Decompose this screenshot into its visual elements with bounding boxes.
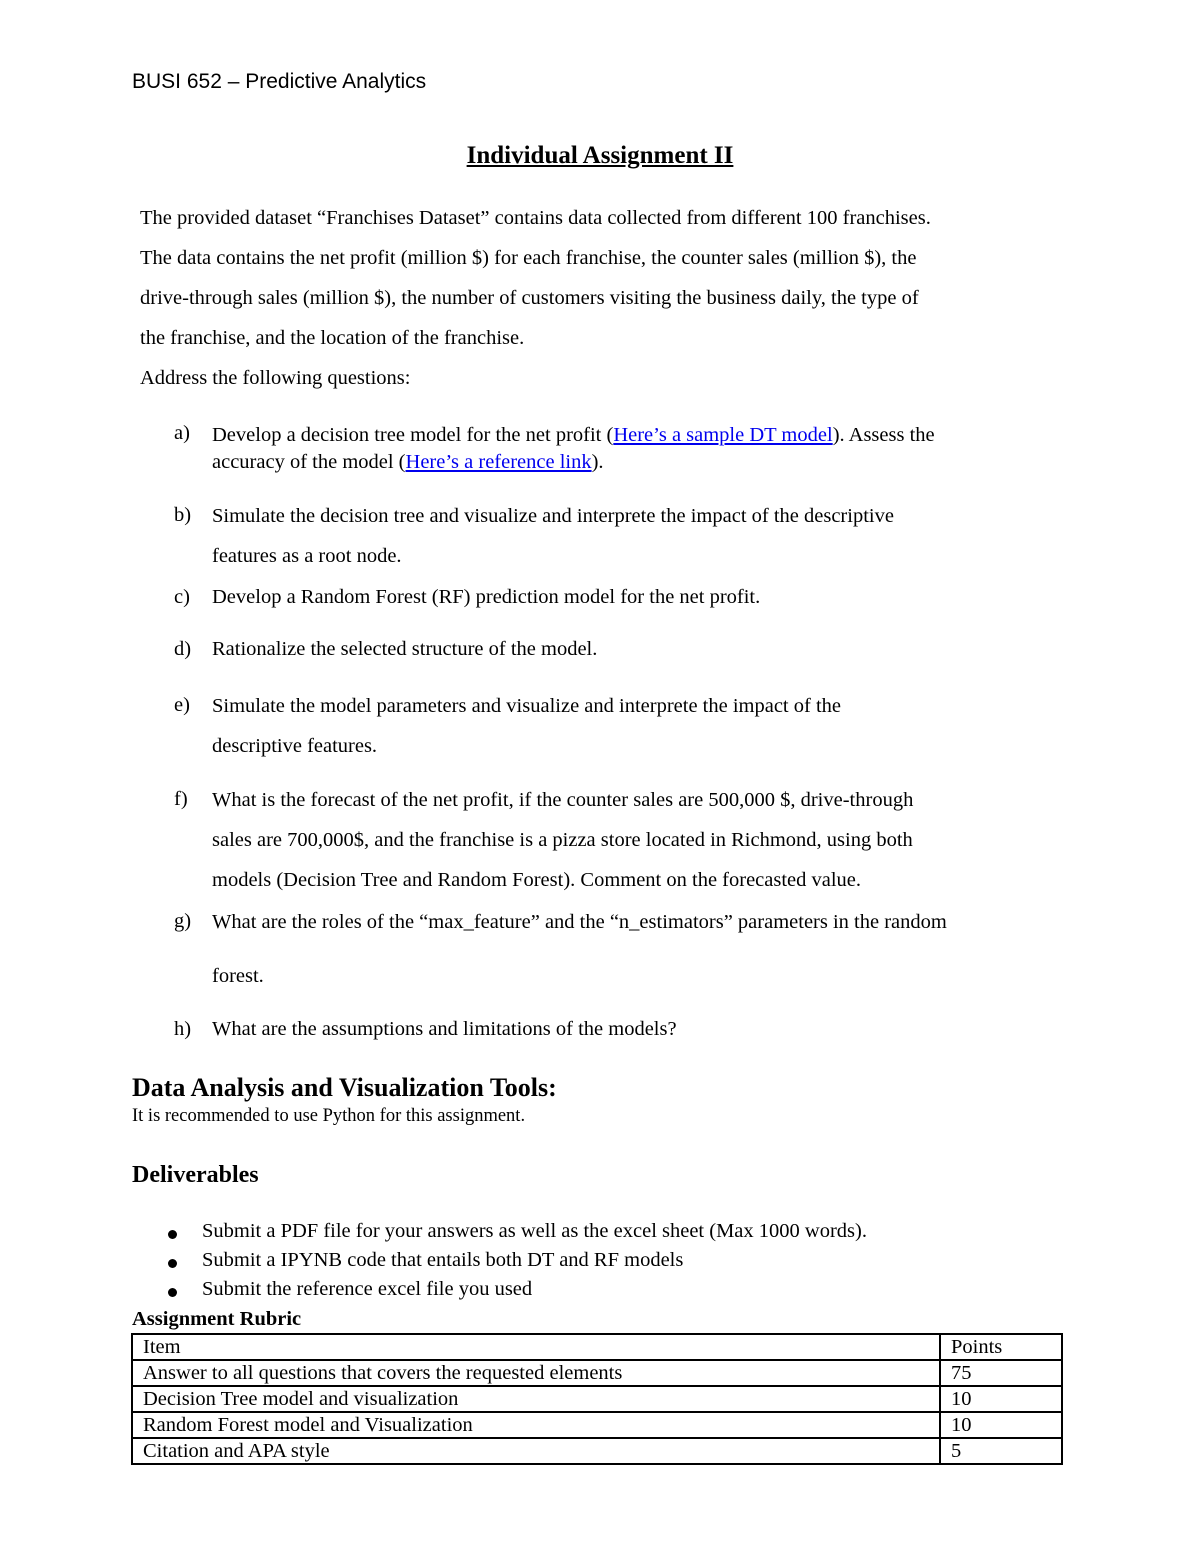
table-cell: 10 [940, 1412, 1062, 1438]
table-cell: Citation and APA style [132, 1438, 940, 1464]
question-letter: b) [174, 504, 192, 526]
question-line: Simulate the model parameters and visualize and interprete the impact of the [212, 695, 842, 717]
question-letter: f) [174, 788, 188, 810]
rubric-table [131, 1333, 1063, 1465]
page-title [0, 142, 1200, 170]
table-cell: Answer to all questions that covers the requested elements [132, 1360, 940, 1386]
question-letter: c) [174, 586, 190, 608]
bullet-icon [168, 1259, 177, 1268]
question-text [212, 422, 1062, 476]
intro-paragraph [140, 198, 1080, 398]
table-header-cell: Points [940, 1334, 1062, 1360]
question-text [212, 1018, 1062, 1041]
table-row [132, 1360, 1062, 1386]
question-line: Simulate the decision tree and visualize and interprete the impact of the descriptive [212, 505, 894, 527]
question-text [212, 638, 1062, 661]
table-cell: Random Forest model and Visualization [132, 1412, 940, 1438]
table-cell: Decision Tree model and visualization [132, 1386, 940, 1412]
table-cell: 10 [940, 1386, 1062, 1412]
question-text-part: Develop a decision tree model for the net profit ( [212, 424, 614, 446]
table-row [132, 1412, 1062, 1438]
question-line: What are the roles of the “max_feature” and the “n_estimators” parameters in the random [212, 911, 947, 933]
bullet-icon [168, 1230, 177, 1239]
table-row [132, 1386, 1062, 1412]
question-letter: g) [174, 910, 192, 932]
question-line: forest. [212, 965, 264, 987]
question-line: sales are 700,000$, and the franchise is a pizza store located in Richmond, using both [212, 829, 913, 851]
table-row [132, 1438, 1062, 1464]
question-line: descriptive features. [212, 735, 378, 757]
question-line: What is the forecast of the net profit, if the counter sales are 500,000 $, drive-through [212, 789, 914, 811]
question-letter: a) [174, 422, 190, 444]
question-text [212, 586, 1062, 609]
question-text-part: accuracy of the model ( [212, 451, 406, 473]
sample-dt-model-link[interactable]: Here’s a sample DT model [613, 424, 833, 446]
deliverables-heading: Deliverables [132, 1162, 259, 1188]
question-text-part: ). Assess the [832, 424, 935, 446]
question-line: features as a root node. [212, 545, 402, 567]
table-cell: 75 [940, 1360, 1062, 1386]
question-line: What are the assumptions and limitations of the models? [212, 1018, 677, 1040]
intro-line: the franchise, and the location of the franchise. [140, 327, 525, 349]
tools-heading: Data Analysis and Visualization Tools: [132, 1073, 557, 1102]
question-text [212, 780, 1062, 900]
course-header: BUSI 652 – Predictive Analytics [132, 70, 427, 93]
question-text-part: ). [591, 451, 604, 473]
title-text: Individual Assignment II [466, 142, 734, 169]
table-header-row [132, 1334, 1062, 1360]
intro-line: The provided dataset “Franchises Dataset” contains data collected from different 100 franchises. [140, 207, 931, 229]
list-item-text: Submit a IPYNB code that entails both DT and RF models [202, 1249, 684, 1271]
intro-line: Address the following questions: [140, 367, 411, 389]
intro-line: The data contains the net profit (million $) for each franchise, the counter sales (million $), the [140, 247, 917, 269]
question-line: models (Decision Tree and Random Forest). Comment on the forecasted value. [212, 869, 862, 891]
table-header-cell: Item [132, 1334, 940, 1360]
question-letter: d) [174, 638, 192, 660]
question-letter: h) [174, 1018, 192, 1040]
reference-link[interactable]: Here’s a reference link [405, 451, 592, 473]
table-cell: 5 [940, 1438, 1062, 1464]
list-item-text: Submit the reference excel file you used [202, 1278, 533, 1300]
question-text [212, 895, 1062, 1003]
bullet-icon [168, 1288, 177, 1297]
question-line: Rationalize the selected structure of the model. [212, 638, 598, 660]
question-letter: e) [174, 694, 190, 716]
question-line: Develop a Random Forest (RF) prediction model for the net profit. [212, 586, 761, 608]
question-text [212, 686, 1062, 766]
list-item-text: Submit a PDF file for your answers as well as the excel sheet (Max 1000 words). [202, 1220, 867, 1242]
question-text [212, 496, 1062, 576]
rubric-heading: Assignment Rubric [132, 1308, 302, 1330]
intro-line: drive-through sales (million $), the number of customers visiting the business daily, the type of [140, 287, 919, 309]
tools-note: It is recommended to use Python for this assignment. [132, 1106, 526, 1126]
